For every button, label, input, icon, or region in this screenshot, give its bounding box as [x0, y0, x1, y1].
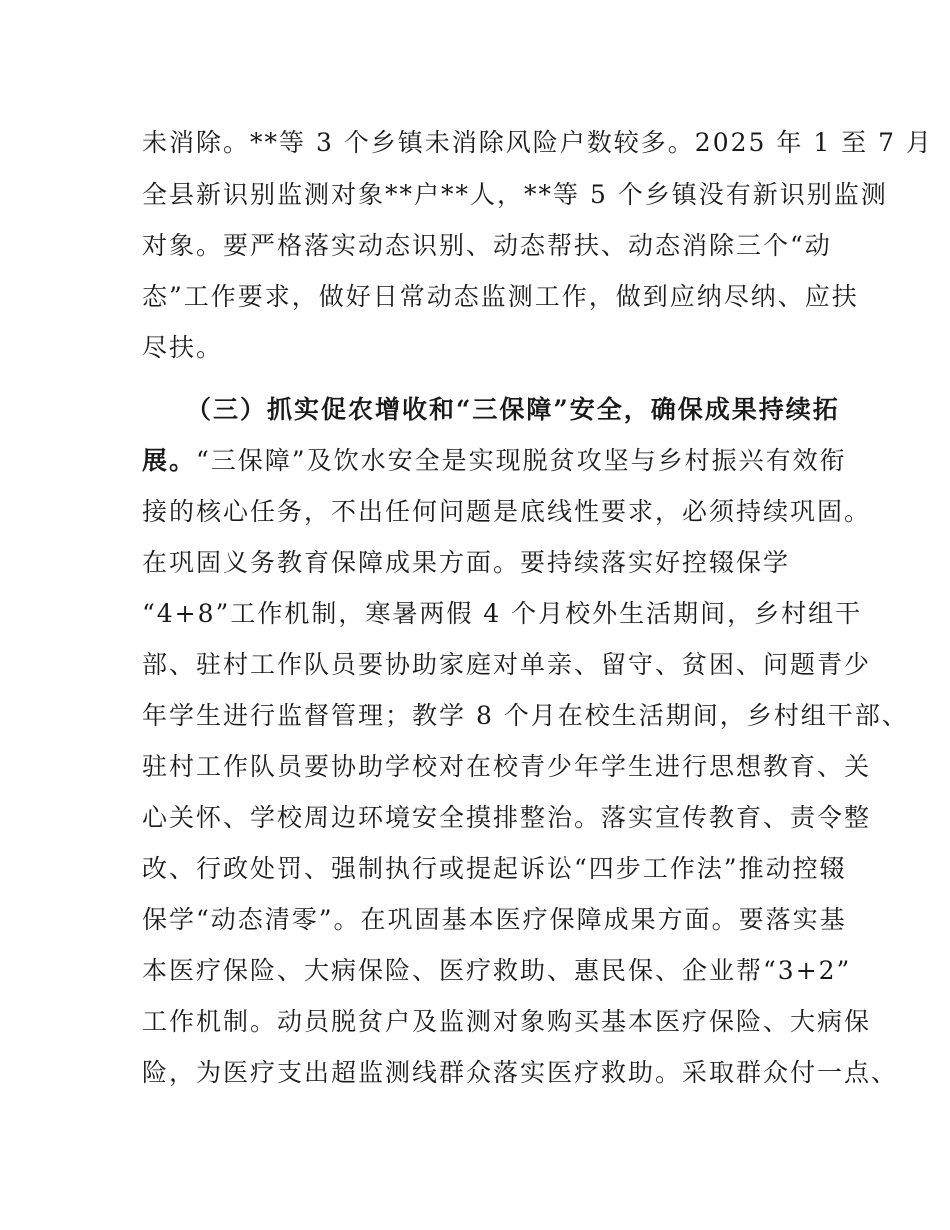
text-line: 部、驻村工作队员要协助家庭对单亲、留守、贫困、问题青少	[142, 650, 872, 679]
text-line: 对象。要严格落实动态识别、动态帮扶、动态消除三个“动	[142, 231, 832, 260]
text-line: 险，为医疗支出超监测线群众落实医疗救助。采取群众付一点、	[142, 1058, 899, 1087]
section-heading: （三）抓实促农增收和“三保障”安全，确保成果持续拓	[186, 395, 840, 424]
text-line: 工作机制。动员脱贫户及监测对象购买基本医疗保险、大病保	[142, 1007, 872, 1036]
text-line: 全县新识别监测对象**户**人，**等 5 个乡镇没有新识别监测	[142, 180, 888, 209]
text-line: 本医疗保险、大病保险、医疗救助、惠民保、企业帮“3+2”	[142, 956, 852, 985]
section-heading-end: 展。	[142, 446, 197, 475]
text-line	[142, 446, 847, 476]
text-line: 未消除。**等 3 个乡镇未消除风险户数较多。2025 年 1 至 7 月	[142, 128, 933, 157]
text-span: “三保障”及饮水安全是实现脱贫攻坚与乡村振兴有效衔	[196, 446, 847, 475]
text-line: 改、行政处罚、强制执行或提起诉讼“四步工作法”推动控辍	[142, 854, 847, 883]
text-line: 态”工作要求，做好日常动态监测工作，做到应纳尽纳、应扶	[142, 282, 859, 311]
text-line: 尽扶。	[142, 333, 224, 362]
text-line: 接的核心任务，不出任何问题是底线性要求，必须持续巩固。	[142, 497, 872, 526]
text-line: 在巩固义务教育保障成果方面。要持续落实好控辍保学	[142, 548, 791, 577]
text-line: 心关怀、学校周边环境安全摸排整治。落实宣传教育、责令整	[142, 803, 872, 832]
text-line: “4+8”工作机制，寒暑两假 4 个月校外生活期间，乡村组干	[142, 599, 863, 628]
text-line: 年学生进行监督管理；教学 8 个月在校生活期间，乡村组干部、	[142, 701, 909, 730]
text-line: 驻村工作队员要协助学校对在校青少年学生进行思想教育、关	[142, 752, 872, 781]
text-line: 保学“动态清零”。在巩固基本医疗保障成果方面。要落实基	[142, 905, 847, 934]
